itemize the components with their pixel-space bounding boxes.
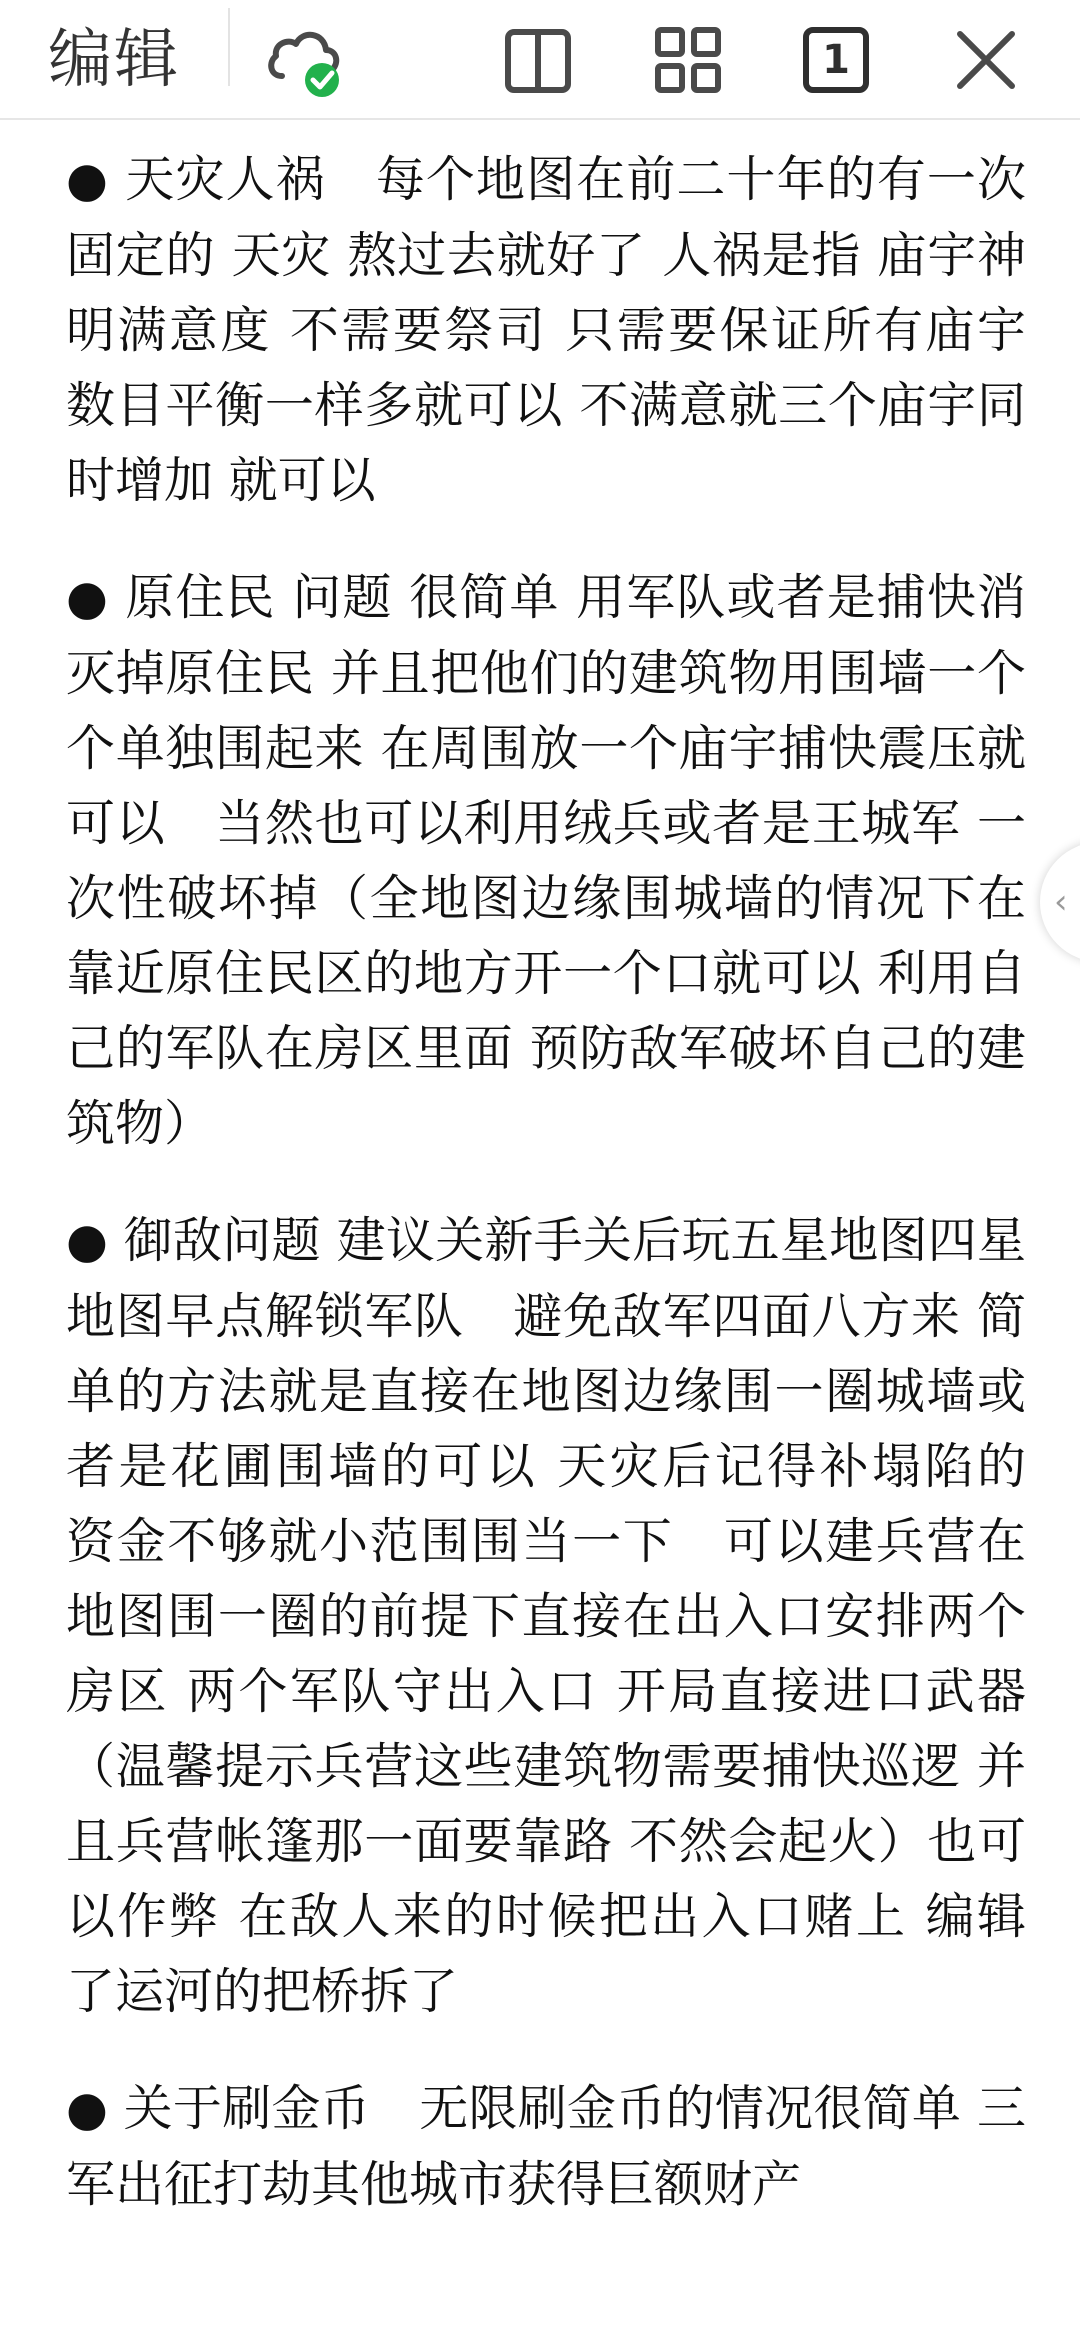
paragraph-disasters: [66, 142, 1026, 518]
tabs-icon[interactable]: [794, 18, 878, 102]
paragraph-defense: [66, 1203, 1026, 2029]
bullet-dot: ●: [66, 570, 126, 626]
paragraph-text: 原住民 问题 很简单 用军队或者是捕快消灭掉原住民 并且把他们的建筑物用围墙一个个单独围起来 在周围放一个庙宇捕快震压就可以 当然也可以利用绒兵或者是王城军 一次性破坏掉（全地图边缘围城墙的情况下在靠近原住民区的地方开一个口就可以 利用自己的军队在房区里面 预防敌军破坏自己的建筑物）: [66, 569, 1026, 1152]
bullet-dot: ●: [66, 152, 126, 208]
paragraph-text: 御敌问题 建议关新手关后玩五星地图四星地图早点解锁军队 避免敌军四面八方来 简单的方法就是直接在地图边缘围一圈城墙或者是花圃围墙的可以 天灾后记得补塌陷的 资金不够就小范围围当一下 可以建兵营在地图围一圈的前提下直接在出入口安排两个房区 两个军队守出入口 开局直接进口武器（温馨提示兵营这些建筑物需要捕快巡逻 并且兵营帐篷那一面要靠路 不然会起火）也可以作弊 在敌人来的时候把出入口赌上 编辑了运河的把桥拆了: [66, 1212, 1027, 2020]
cloud-sync-check-icon[interactable]: [262, 18, 346, 102]
article-content: [66, 142, 1026, 2264]
grid-view-icon[interactable]: [646, 18, 730, 102]
edit-button[interactable]: 编辑: [48, 23, 180, 97]
split-view-icon[interactable]: [496, 18, 580, 102]
toolbar-divider: [228, 8, 230, 86]
top-toolbar: [0, 0, 1080, 120]
paragraph-text: 关于刷金币 无限刷金币的情况很简单 三军出征打劫其他城市获得巨额财产: [66, 2080, 1027, 2213]
paragraph-natives: [66, 560, 1026, 1161]
paragraph-gold: [66, 2071, 1026, 2222]
paragraph-text: 天灾人祸 每个地图在前二十年的有一次固定的 天灾 熬过去就好了 人祸是指 庙宇神明满意度 不需要祭司 只需要保证所有庙宇数目平衡一样多就可以 不满意就三个庙宇同时增加 就可以: [66, 151, 1026, 509]
edge-handle-icon: ‹: [1054, 882, 1068, 922]
bullet-dot: ●: [66, 2081, 124, 2137]
bullet-dot: ●: [66, 1213, 124, 1269]
edge-floating-handle[interactable]: [1040, 842, 1080, 962]
close-icon[interactable]: [944, 18, 1028, 102]
tab-count: 1: [822, 37, 850, 83]
